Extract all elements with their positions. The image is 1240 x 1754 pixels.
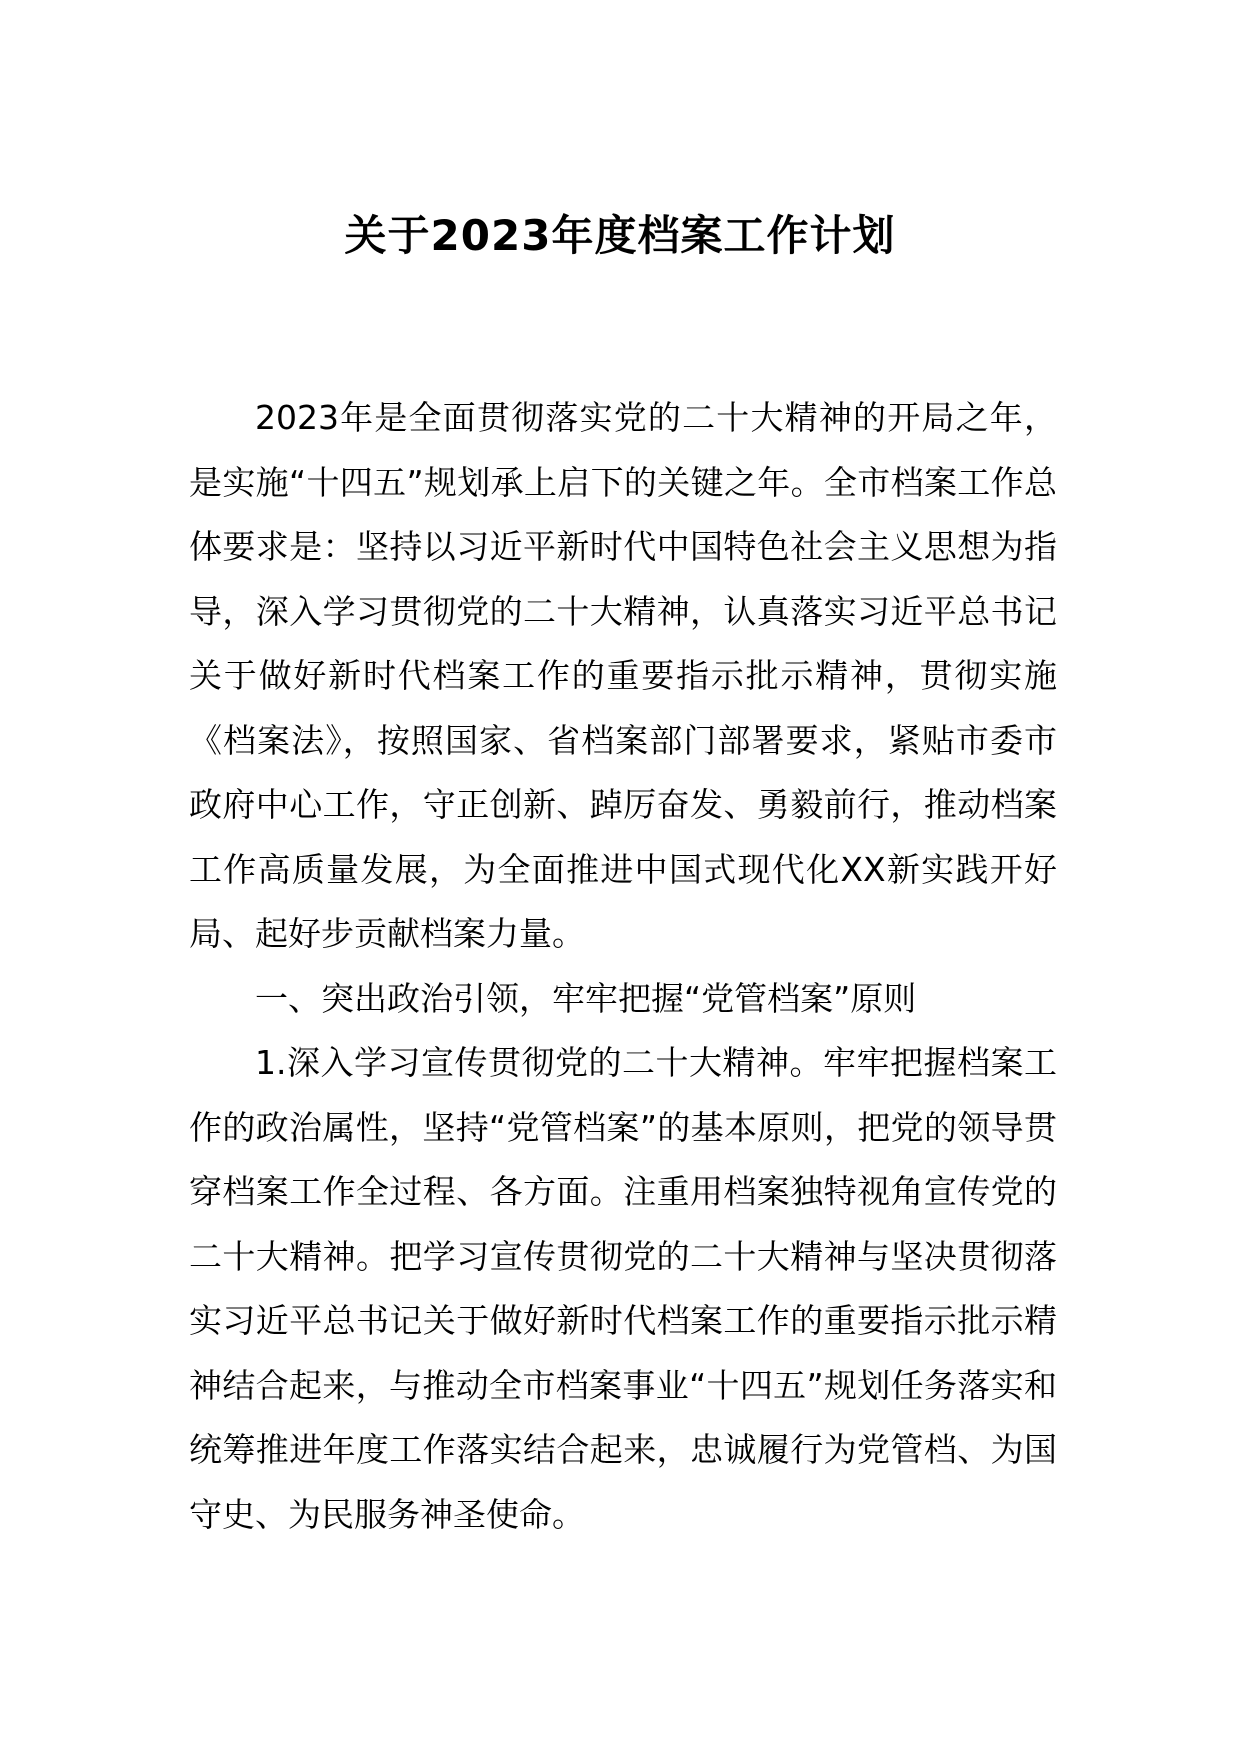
paragraph-item-1: 1.深入学习宣传贯彻党的二十大精神。牢牢把握档案工作的政治属性，坚持“党管档案”的基本原则，把党的领导贯穿档案工作全过程、各方面。注重用档案独特视角宣传党的二十大精神。把学习宣传贯彻党的二十大精神与坚决贯彻落实习近平总书记关于做好新时代档案工作的重要指示批示精神结合起来，与推动全市档案事业“十四五”规划任务落实和统筹推进年度工作落实结合起来，忠诚履行为党管档、为国守史、为民服务神圣使命。	[189, 1043, 1057, 1534]
document-title: 关于2023年度档案工作计划	[344, 211, 896, 260]
section-heading: 一、突出政治引领，牢牢把握“党管档案”原则	[255, 978, 917, 1018]
paragraph-intro: 2023年是全面贯彻落实党的二十大精神的开局之年，是实施“十四五”规划承上启下的关键之年。全市档案工作总体要求是：坚持以习近平新时代中国特色社会主义思想为指导，深入学习贯彻党的二十大精神，认真落实习近平总书记关于做好新时代档案工作的重要指示批示精神，贯彻实施《档案法》，按照国家、省档案部门部署要求，紧贴市委市政府中心工作，守正创新、踔厉奋发、勇毅前行，推动档案工作高质量发展，为全面推进中国式现代化XX新实践开好局、起好步贡献档案力量。	[189, 398, 1057, 953]
document-body	[189, 386, 1057, 1547]
